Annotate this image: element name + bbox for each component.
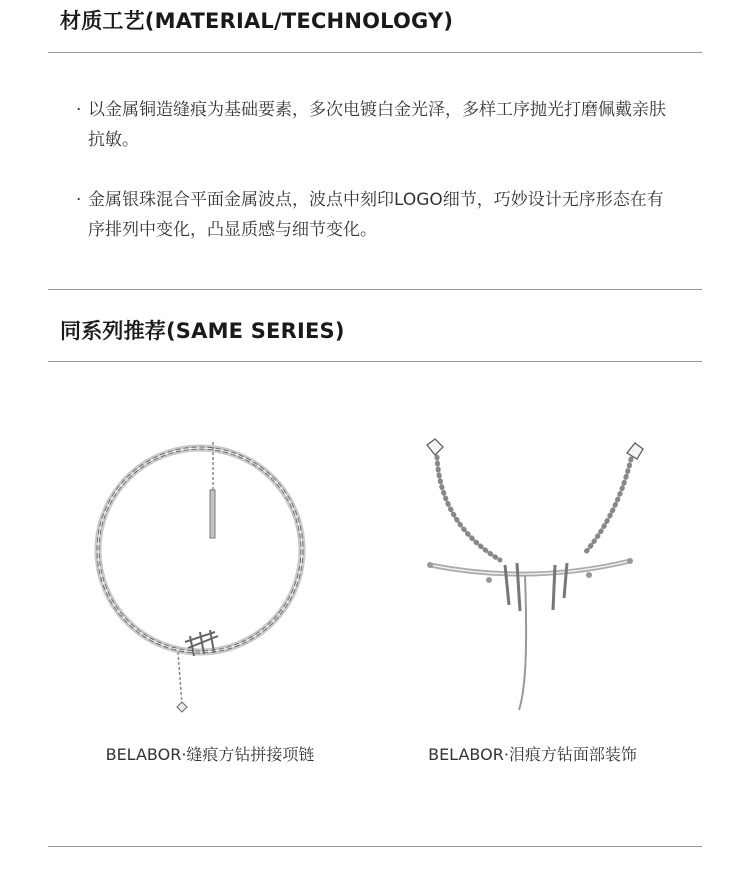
divider [48, 52, 702, 53]
divider [48, 289, 702, 290]
product-card-necklace[interactable] [90, 430, 330, 720]
material-section-title: 材质工艺(MATERIAL/TECHNOLOGY) [60, 9, 454, 33]
face-ornament-image[interactable] [415, 435, 655, 720]
bullet-dot: · [76, 190, 82, 210]
series-section-title: 同系列推荐(SAME SERIES) [60, 319, 345, 343]
bullet-dot: · [76, 100, 82, 120]
bullet-text: 以金属铜造缝痕为基础要素，多次电镀白金光泽，多样工序抛光打磨佩戴亲肤抗敏。 [88, 100, 666, 150]
divider [48, 846, 702, 847]
product-name[interactable]: BELABOR·缝痕方钻拼接项链 [105, 745, 315, 764]
necklace-image[interactable] [90, 430, 330, 720]
product-card-face-ornament[interactable] [415, 435, 655, 720]
material-bullet-1 [78, 95, 678, 155]
material-bullet-2 [78, 185, 678, 245]
divider [48, 361, 702, 362]
bullet-text: 金属银珠混合平面金属波点，波点中刻印LOGO细节，巧妙设计无序形态在有序排列中变化，凸显质感与细节变化。 [88, 190, 664, 240]
product-name[interactable]: BELABOR·泪痕方钻面部装饰 [428, 745, 637, 764]
